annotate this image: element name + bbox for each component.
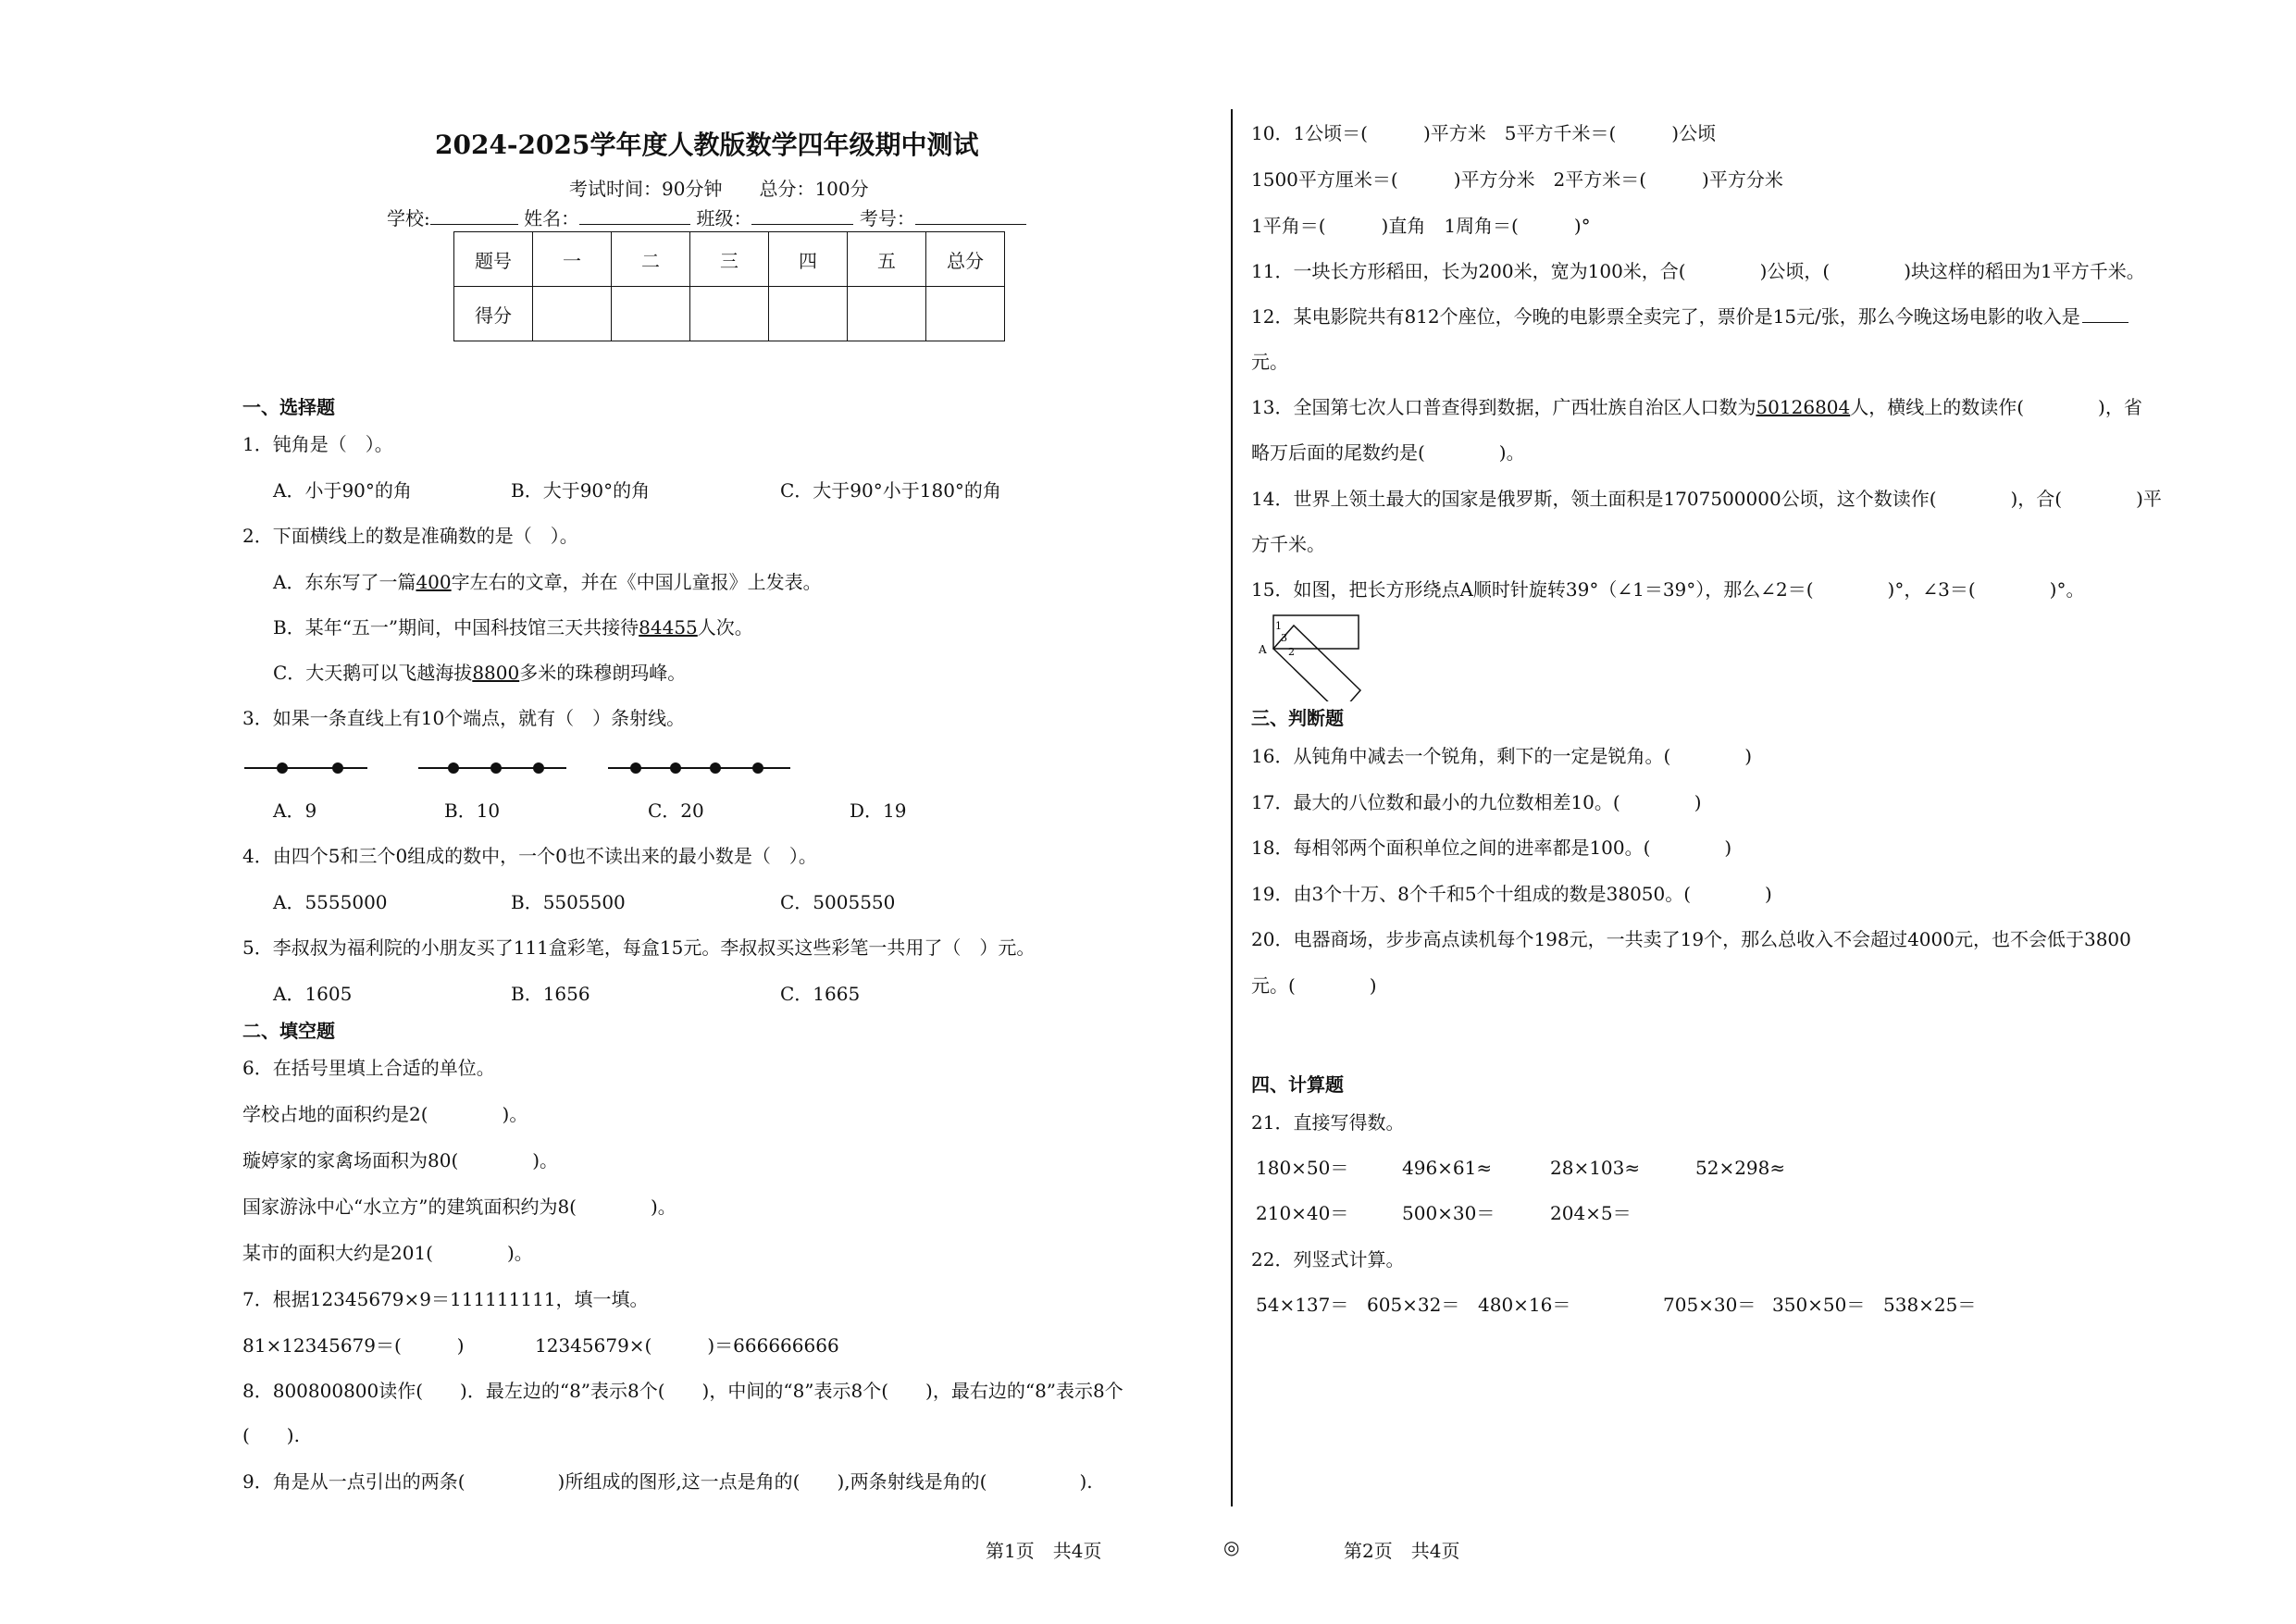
question-21: 21．直接写得数。: [1251, 1111, 1405, 1134]
question-5: 5．李叔叔为福利院的小朋友买了111盒彩笔，每盒15元。李叔叔买这些彩笔一共用了（ ）元。: [242, 936, 1036, 959]
q22-item: 350×50＝: [1772, 1294, 1866, 1316]
section-1-heading: 一、选择题: [242, 396, 335, 418]
point-a-label: A: [1259, 643, 1267, 656]
q13-text-end: 人，横线上的数读作( )，省: [1850, 396, 2142, 418]
q2-option-c[interactable]: [273, 660, 686, 686]
score-cell[interactable]: [533, 287, 612, 341]
school-label: 学校:: [387, 207, 430, 229]
q21-item: 496×61≈: [1402, 1157, 1493, 1179]
rotated-rectangle-figure: [1257, 611, 1368, 701]
q2c-text: C．大天鹅可以飞越海拔: [273, 662, 473, 684]
score-header-row: [454, 232, 1005, 287]
q4-option-a[interactable]: A．5555000: [273, 891, 388, 913]
exam-info: 考试时间：90分钟 总分：100分: [569, 178, 869, 200]
q3-option-b[interactable]: B．10: [444, 800, 501, 822]
score-cell[interactable]: [769, 287, 848, 341]
question-7: 7．根据12345679×9＝111111111，填一填。: [242, 1288, 649, 1310]
question-19: 19．由3个十万、8个千和5个十组成的数是38050。( ): [1251, 883, 1772, 905]
score-header-cell: 总分: [926, 232, 1005, 287]
q3-option-a[interactable]: A．9: [273, 800, 317, 822]
q2b-text-end: 人次。: [697, 616, 753, 638]
q6-line: 某市的面积大约是201( )。: [242, 1242, 533, 1264]
page-title: 2024-2025学年度人教版数学四年级期中测试: [435, 130, 979, 160]
score-header-cell: 三: [690, 232, 769, 287]
class-blank[interactable]: [751, 207, 853, 225]
section-3-heading: 三、判断题: [1251, 707, 1344, 729]
question-17: 17．最大的八位数和最小的九位数相差10。( ): [1251, 791, 1702, 813]
question-14: 14．世界上领土最大的国家是俄罗斯，领土面积是1707500000公顷，这个数读作( )，合( )平: [1251, 488, 2162, 510]
q13-text: 13．全国第七次人口普查得到数据，广西壮族自治区人口数为: [1251, 396, 1756, 418]
q2-option-a[interactable]: [273, 569, 822, 595]
q7-part-a: 81×12345679＝( ): [242, 1334, 465, 1357]
score-cell[interactable]: [848, 287, 926, 341]
column-divider: [1231, 109, 1233, 1506]
score-header-cell: 五: [848, 232, 926, 287]
q1-option-b[interactable]: B．大于90°的角: [511, 479, 651, 502]
school-blank[interactable]: [430, 207, 518, 225]
question-12: [1251, 304, 2128, 329]
q2a-text: A．东东写了一篇: [273, 571, 416, 593]
question-9: 9．角是从一点引出的两条( )所组成的图形,这一点是角的( ),两条射线是角的( ).: [242, 1470, 1093, 1493]
q22-item: 705×30＝: [1663, 1294, 1756, 1316]
question-15: 15．如图，把长方形绕点A顺时针旋转39°（∠1＝39°），那么∠2＝( )°，∠3＝( )°。: [1251, 578, 2085, 601]
question-6: 6．在括号里填上合适的单位。: [242, 1057, 495, 1079]
question-10-c: 1平角＝( )直角 1周角＝( )°: [1251, 215, 1591, 237]
q6-line: 学校占地的面积约是2( )。: [242, 1103, 528, 1125]
q3-option-c[interactable]: C．20: [648, 800, 704, 822]
question-18: 18．每相邻两个面积单位之间的进率都是100。( ): [1251, 837, 1732, 859]
question-3: 3．如果一条直线上有10个端点，就有（ ）条射线。: [242, 707, 686, 729]
q5-option-c[interactable]: C．1665: [780, 983, 861, 1005]
question-1: 1．钝角是（ ）。: [242, 433, 393, 455]
q21-item: 500×30＝: [1402, 1202, 1496, 1224]
score-header-cell: 四: [769, 232, 848, 287]
angle-2-label: 2: [1288, 646, 1295, 658]
score-row-label: 得分: [454, 287, 533, 341]
q2b-text: B．某年“五一”期间，中国科技馆三天共接待: [273, 616, 639, 638]
q2b-number: 84455: [639, 616, 698, 638]
q2a-number: 400: [416, 571, 452, 593]
score-cell[interactable]: [690, 287, 769, 341]
q21-item: 52×298≈: [1695, 1157, 1786, 1179]
q1-option-c[interactable]: C．大于90°小于180°的角: [780, 479, 1001, 502]
q2a-text-end: 字左右的文章，并在《中国儿童报》上发表。: [451, 571, 822, 593]
question-12-cont: 元。: [1251, 351, 1288, 373]
angle-1-label: 1: [1275, 620, 1282, 632]
question-4: 4．由四个5和三个0组成的数中，一个0也不读出来的最小数是（ ）。: [242, 845, 817, 867]
question-10-b: 1500平方厘米＝( )平方分米 2平方米＝( )平方分米: [1251, 168, 1783, 191]
q12-answer-blank[interactable]: [2082, 305, 2128, 323]
q22-item: 538×25＝: [1883, 1294, 1977, 1316]
exam-no-blank[interactable]: [915, 207, 1026, 225]
angle-3-label: 3: [1281, 632, 1287, 644]
question-22: 22．列竖式计算。: [1251, 1248, 1405, 1271]
question-14-cont: 方千米。: [1251, 533, 1325, 555]
score-header-cell: 二: [612, 232, 690, 287]
info-fields: [387, 204, 1026, 230]
q22-item: 605×32＝: [1367, 1294, 1460, 1316]
score-cell[interactable]: [926, 287, 1005, 341]
footer-page-left: 第1页 共4页: [986, 1540, 1102, 1562]
name-blank[interactable]: [579, 207, 690, 225]
q4-option-c[interactable]: C．5005550: [780, 891, 896, 913]
question-20-cont: 元。( ): [1251, 974, 1377, 997]
q5-option-a[interactable]: A．1605: [273, 983, 353, 1005]
q21-item: 28×103≈: [1550, 1157, 1641, 1179]
exam-no-label: 考号：: [859, 207, 915, 229]
question-8: 8．800800800读作( )．最左边的“8”表示8个( )，中间的“8”表示8个( )，最右边的“8”表示8个: [242, 1380, 1123, 1402]
question-13: [1251, 394, 2142, 420]
q21-item: 204×5＝: [1550, 1202, 1632, 1224]
question-20: 20．电器商场，步步高点读机每个198元，一共卖了19个，那么总收入不会超过4000元，也不会低于3800: [1251, 928, 2131, 950]
q4-option-b[interactable]: B．5505500: [511, 891, 626, 913]
q6-line: 国家游泳中心“水立方”的建筑面积约为8( )。: [242, 1196, 676, 1218]
q2c-number: 8800: [472, 662, 520, 684]
q1-option-a[interactable]: A．小于90°的角: [273, 479, 412, 502]
q7-part-b: 12345679×( )＝666666666: [535, 1334, 839, 1357]
q21-item: 210×40＝: [1256, 1202, 1349, 1224]
score-table: [453, 231, 1005, 341]
q12-text: 12．某电影院共有812个座位，今晚的电影票全卖完了，票价是15元/张，那么今晚这场电影的收入是: [1251, 305, 2080, 328]
score-header-cell: 一: [533, 232, 612, 287]
q13-number: 50126804: [1756, 396, 1851, 418]
question-13-cont: 略万后面的尾数约是( )。: [1251, 441, 1525, 464]
score-row: [454, 287, 1005, 341]
question-16: 16．从钝角中减去一个锐角，剩下的一定是锐角。( ): [1251, 745, 1753, 767]
q6-line: 璇婷家的家禽场面积为80( )。: [242, 1149, 559, 1172]
question-8-cont: ( ).: [242, 1424, 300, 1446]
footer-center-mark: ◎: [1223, 1536, 1240, 1558]
q22-item: 480×16＝: [1478, 1294, 1571, 1316]
q2-option-b[interactable]: [273, 614, 753, 640]
section-4-heading: 四、计算题: [1251, 1073, 1344, 1096]
footer-page-right: 第2页 共4页: [1344, 1540, 1460, 1562]
q21-item: 180×50＝: [1256, 1157, 1349, 1179]
q2c-text-end: 多米的珠穆朗玛峰。: [519, 662, 687, 684]
question-10-a: 10．1公顷＝( )平方米 5平方千米＝( )公顷: [1251, 122, 1717, 144]
score-cell[interactable]: [612, 287, 690, 341]
section-2-heading: 二、填空题: [242, 1020, 335, 1042]
q3-line-figures: [242, 754, 798, 782]
question-2: 2．下面横线上的数是准确数的是（ ）。: [242, 525, 578, 547]
question-11: 11．一块长方形稻田，长为200米，宽为100米，合( )公顷，( )块这样的稻田为1平方千米。: [1251, 260, 2145, 282]
q22-item: 54×137＝: [1256, 1294, 1349, 1316]
q5-option-b[interactable]: B．1656: [511, 983, 590, 1005]
class-label: 班级：: [696, 207, 752, 229]
q3-option-d[interactable]: D．19: [850, 800, 907, 822]
name-label: 姓名：: [524, 207, 580, 229]
score-header-cell: 题号: [454, 232, 533, 287]
